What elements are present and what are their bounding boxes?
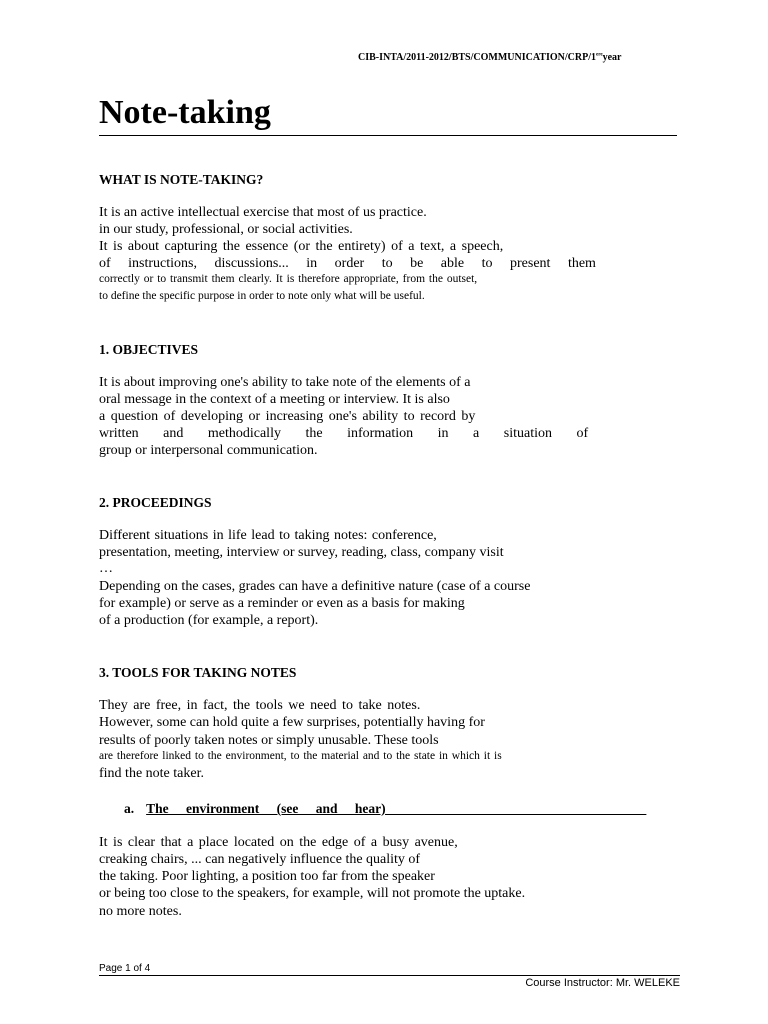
intro-line: to define the specific purpose in order to note only what will be useful. [99,290,425,302]
intro-line: in our study, professional, or social activities. [99,222,353,237]
objectives-line: It is about improving one's ability to take note of the elements of a [99,375,471,390]
proceedings-line: presentation, meeting, interview or survey, reading, class, company visit [99,545,504,560]
tools-line: are therefore linked to the environment, to the material and to the state in which it is [99,750,502,762]
footer-divider [99,975,680,976]
proceedings-line: of a production (for example, a report). [99,613,319,628]
proceedings-line: Different situations in life lead to taking notes: conference, [99,528,437,543]
section-heading-proceedings: 2. PROCEEDINGS [99,495,212,510]
title-underline [99,135,677,136]
objectives-line: a question of developing or increasing one's ability to record by [99,409,476,424]
environment-line: creaking chairs, ... can negatively influence the quality of [99,852,421,867]
environment-line: the taking. Poor lighting, a position too far from the speaker [99,869,435,884]
intro-line: correctly or to transmit them clearly. It is therefore appropriate, from the outset, [99,273,478,285]
intro-line: It is about capturing the essence (or the entirety) of a text, a speech, [99,239,504,254]
objectives-line: group or interpersonal communication. [99,443,318,458]
subsection-marker: a. [124,801,135,816]
reference-year: year [602,52,622,63]
tools-line: However, some can hold quite a few surprises, potentially having for [99,715,485,730]
reference-superscript: ere [595,52,603,58]
environment-line: no more notes. [99,904,182,919]
objectives-line: oral message in the context of a meeting or interview. It is also [99,392,450,407]
tools-line: results of poorly taken notes or simply unusable. These tools [99,733,439,748]
course-instructor: Course Instructor: Mr. WELEKE [525,977,680,989]
section-heading-objectives: 1. OBJECTIVES [99,342,199,357]
document-reference [358,52,621,63]
objectives-line: written and methodically the information in a situation of [99,426,589,441]
section-heading-tools: 3. TOOLS FOR TAKING NOTES [99,665,297,680]
subsection-heading-environment [124,801,646,817]
proceedings-line: Depending on the cases, grades can have a definitive nature (case of a course [99,579,531,594]
page-number: Page 1 of 4 [99,963,151,974]
intro-line: of instructions, discussions... in order to be able to present them [99,256,596,271]
intro-line: It is an active intellectual exercise that most of us practice. [99,205,427,220]
proceedings-line: … [99,561,113,576]
tools-line: They are free, in fact, the tools we need to take notes. [99,698,421,713]
page-title: Note-taking [99,94,271,131]
subsection-title: The environment (see and hear) [146,801,386,816]
proceedings-line: for example) or serve as a reminder or even as a basis for making [99,596,465,611]
environment-line: It is clear that a place located on the edge of a busy avenue, [99,835,458,850]
section-heading-what-is: WHAT IS NOTE-TAKING? [99,172,264,187]
tools-line: find the note taker. [99,766,204,781]
reference-code: CIB-INTA/2011-2012/BTS/COMMUNICATION/CRP/1 [358,52,596,63]
environment-line: or being too close to the speakers, for example, will not promote the uptake. [99,886,526,901]
